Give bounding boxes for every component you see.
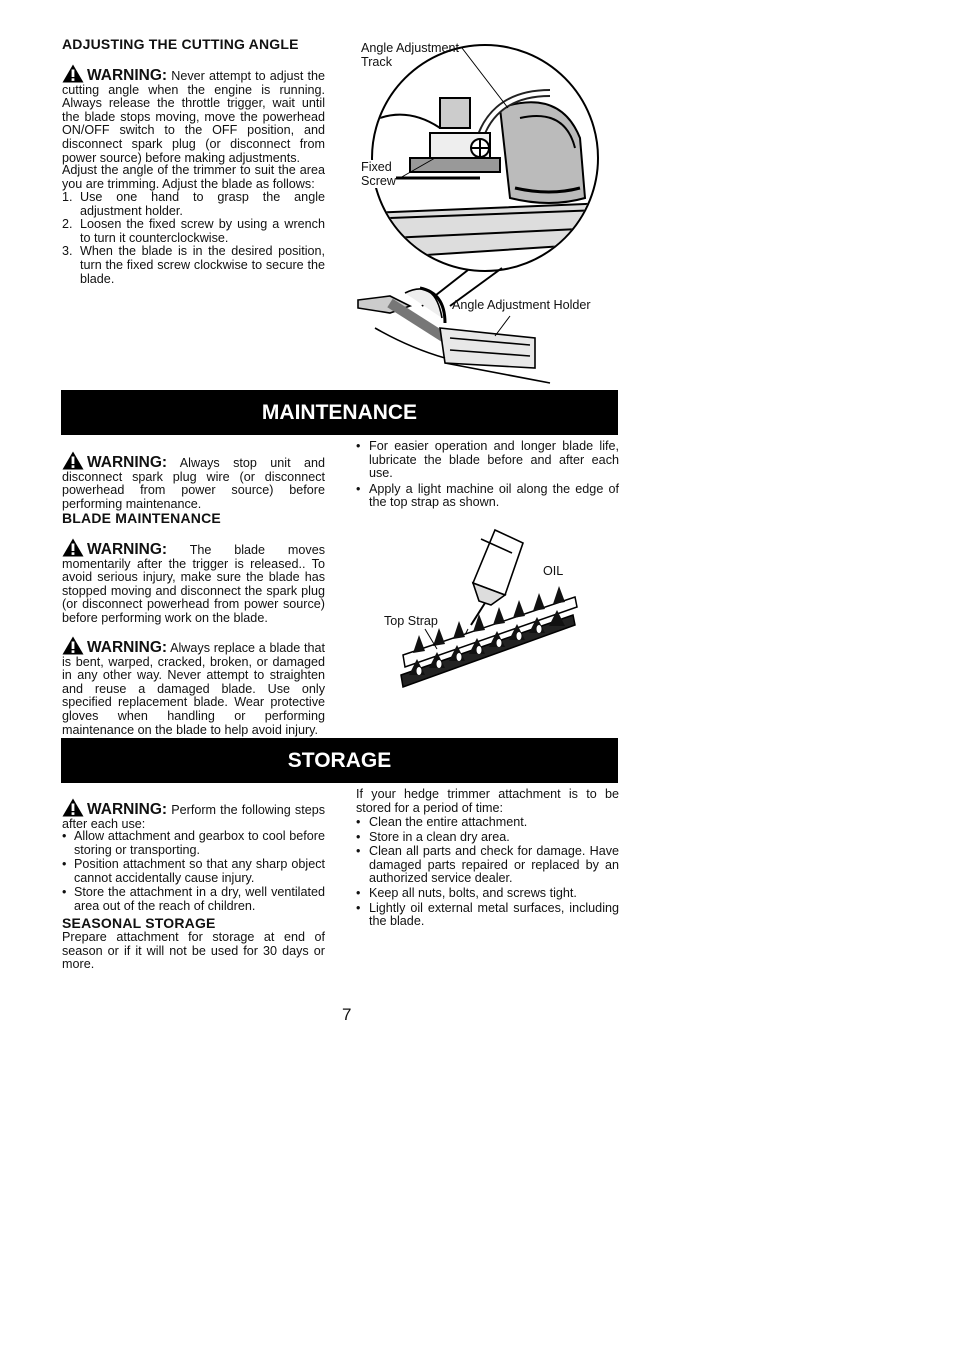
warning-triangle-icon: [62, 64, 84, 83]
warning-text: Always stop unit and disconnect spark plug wire (or disconnect powerhead from power source) before performing maintenance.: [62, 456, 325, 511]
cutting-angle-warning: [62, 64, 325, 165]
warning-label: WARNING:: [87, 67, 168, 84]
list-item: • Store in a clean dry area.: [356, 829, 510, 844]
warning-triangle-icon: [62, 538, 84, 557]
step-item: 2. Loosen the fixed screw by using a wrench to turn it counterclockwise.: [62, 217, 325, 245]
storage-right-bullets: [356, 816, 619, 929]
label-fixed-screw: Fixed Screw: [361, 160, 396, 188]
label-angle-adjustment-holder: Angle Adjustment Holder: [452, 298, 591, 312]
maintenance-warning: [62, 451, 325, 511]
seasonal-storage-heading: SEASONAL STORAGE: [62, 915, 216, 931]
cutting-angle-heading: ADJUSTING THE CUTTING ANGLE: [62, 36, 299, 52]
storage-right-intro: If your hedge trimmer attachment is to be stored for a period of time:: [356, 787, 619, 815]
warning-label: WARNING:: [87, 801, 168, 818]
maintenance-banner: MAINTENANCE: [61, 390, 618, 435]
storage-banner: STORAGE: [61, 738, 618, 783]
seasonal-storage-text: Prepare attachment for storage at end of season or if it will not be used for 30 days or more.: [62, 930, 325, 972]
list-item: • Position attachment so that any sharp object cannot accidentally cause injury.: [62, 857, 325, 885]
step-item: 1. Use one hand to grasp the angle adjustment holder.: [62, 190, 325, 218]
cutting-angle-intro: Adjust the angle of the trimmer to suit the area you are trimming. Adjust the blade as follows:: [62, 163, 325, 191]
warning-triangle-icon: [62, 451, 84, 470]
maintenance-bullets: [356, 440, 619, 510]
list-item: • Lightly oil external metal surfaces, including the blade.: [356, 900, 619, 929]
warning-text: Perform the following steps after each use:: [62, 803, 325, 831]
blade-warning-2: [62, 636, 325, 737]
blade-maintenance-heading: BLADE MAINTENANCE: [62, 510, 221, 526]
label-top-strap: Top Strap: [384, 614, 438, 628]
angle-adjustment-illustration: [350, 38, 620, 390]
warning-label: WARNING:: [87, 639, 168, 656]
label-angle-adjustment-track: Angle Adjustment Track: [361, 41, 460, 69]
warning-label: WARNING:: [87, 541, 168, 558]
step-item: 3. When the blade is in the desired position, turn the fixed screw clockwise to secure the blade.: [62, 244, 325, 286]
list-item: • Clean the entire attachment.: [356, 815, 528, 829]
list-item: • Apply a light machine oil along the edge of the top strap as shown.: [356, 481, 619, 510]
blade-warning-1: [62, 538, 325, 626]
storage-warning: [62, 798, 325, 831]
list-item: • For easier operation and longer blade life, lubricate the blade before and after each use.: [356, 439, 619, 481]
blade-oiling-illustration: [395, 525, 585, 695]
label-oil: OIL: [543, 564, 564, 578]
storage-bullets: [62, 830, 325, 914]
warning-text: Never attempt to adjust the cutting angle when the engine is running. Always release the throttle trigger, wait until the blade stops moving, move the powerhead ON/OFF switch to the OFF position, and disconnect spark plug (or disconnect from power source) before making adjustments.: [62, 69, 325, 165]
cutting-angle-steps: [62, 191, 325, 286]
warning-label: WARNING:: [87, 454, 168, 471]
list-item: • Clean all parts and check for damage. Have damaged parts repaired or replaced by an authorized service dealer.: [356, 844, 619, 886]
warning-triangle-icon: [62, 798, 84, 817]
warning-text: Always replace a blade that is bent, warped, cracked, broken, or damaged in any other way. Never attempt to straighten and reuse a damaged blade. Use only specified replacement blade. Wear protective gloves when handling or performing maintenance on the blade to help avoid injury.: [62, 641, 325, 737]
list-item: • Store the attachment in a dry, well ventilated area out of the reach of children.: [62, 885, 325, 913]
warning-text: The blade moves momentarily after the trigger is released.. To avoid serious injury, make sure the blade has stopped moving and disconnect the spark plug (or disconnect powerhead from power source) before performing work on the blade.: [62, 543, 325, 625]
list-item: • Allow attachment and gearbox to cool before storing or transporting.: [62, 829, 325, 857]
warning-triangle-icon: [62, 636, 84, 655]
list-item: • Keep all nuts, bolts, and screws tight.: [356, 885, 577, 900]
page-number: 7: [342, 1005, 352, 1024]
